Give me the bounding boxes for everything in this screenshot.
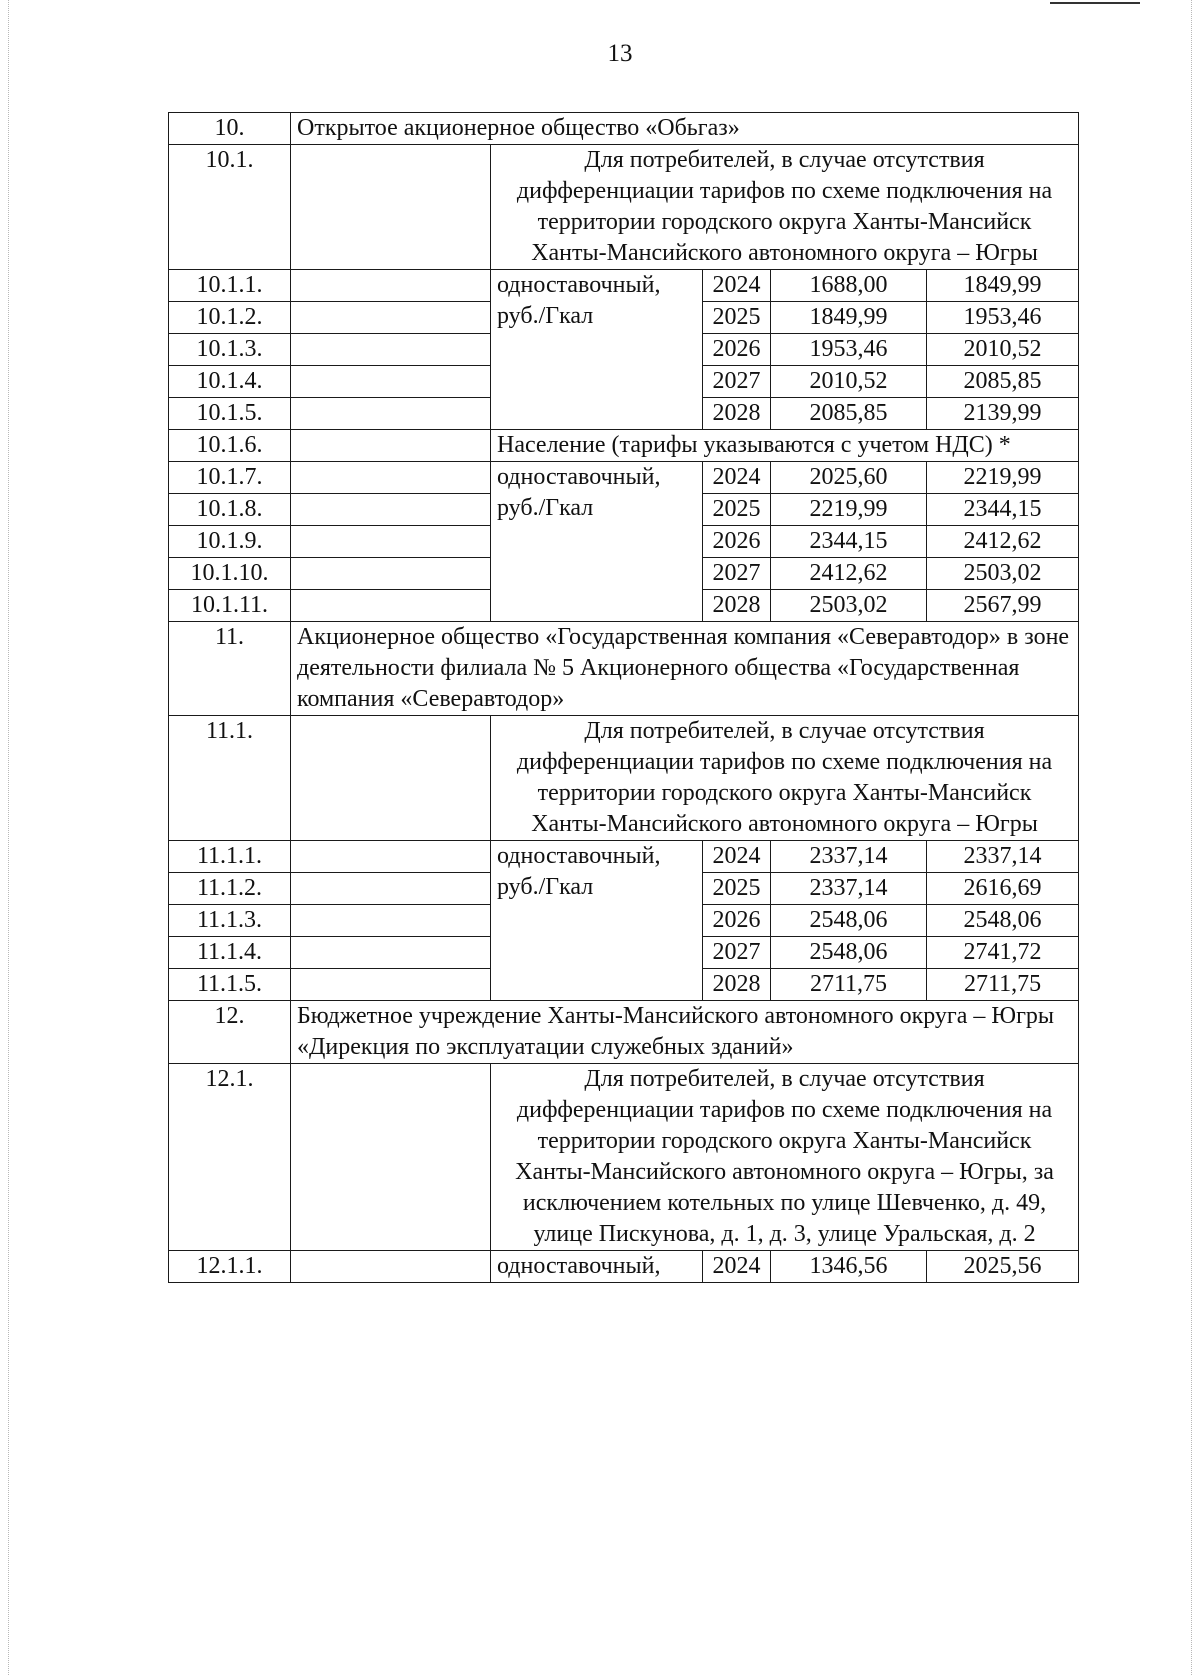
row-value-1: 2412,62 bbox=[771, 558, 927, 590]
group-number: 11.1. bbox=[169, 716, 291, 841]
row-number: 10.1.1. bbox=[169, 270, 291, 302]
org-name: Открытое акционерное общество «Обьгаз» bbox=[291, 113, 1079, 145]
row-value-1: 2337,14 bbox=[771, 841, 927, 873]
group-title: Для потребителей, в случае отсутствия дифференциации тарифов по схеме подключения на территории городского округа Ханты-Мансийск Ханты-Мансийского автономного округа – Югры bbox=[491, 716, 1079, 841]
org-number: 10. bbox=[169, 113, 291, 145]
row-number: 10.1.4. bbox=[169, 366, 291, 398]
group-empty-cell bbox=[291, 430, 491, 462]
group-number: 10.1. bbox=[169, 145, 291, 270]
table-row bbox=[169, 1251, 1079, 1283]
rate-type: одноставочный, руб./Гкал bbox=[491, 462, 703, 622]
rate-type: одноставочный, руб./Гкал bbox=[491, 841, 703, 1001]
page-number: 13 bbox=[607, 40, 633, 67]
row-value-2: 2010,52 bbox=[927, 334, 1079, 366]
row-number: 10.1.7. bbox=[169, 462, 291, 494]
row-value-1: 1953,46 bbox=[771, 334, 927, 366]
row-year: 2026 bbox=[703, 526, 771, 558]
row-value-2: 2025,56 bbox=[927, 1251, 1079, 1283]
row-value-2: 2337,14 bbox=[927, 841, 1079, 873]
org-name: Бюджетное учреждение Ханты-Мансийского автономного округа – Югры «Дирекция по эксплуатации служебных зданий» bbox=[291, 1001, 1079, 1064]
row-number: 11.1.4. bbox=[169, 937, 291, 969]
group-title: Население (тарифы указываются с учетом НДС) * bbox=[491, 430, 1079, 462]
row-year: 2024 bbox=[703, 462, 771, 494]
scan-left-edge bbox=[8, 0, 9, 1675]
row-value-1: 2711,75 bbox=[771, 969, 927, 1001]
row-number: 10.1.8. bbox=[169, 494, 291, 526]
row-empty-cell bbox=[291, 398, 491, 430]
row-empty-cell bbox=[291, 494, 491, 526]
row-value-1: 1849,99 bbox=[771, 302, 927, 334]
row-number: 10.1.3. bbox=[169, 334, 291, 366]
row-number: 11.1.3. bbox=[169, 905, 291, 937]
row-year: 2024 bbox=[703, 841, 771, 873]
row-empty-cell bbox=[291, 334, 491, 366]
row-value-1: 2337,14 bbox=[771, 873, 927, 905]
group-row bbox=[169, 1064, 1079, 1251]
row-number: 10.1.10. bbox=[169, 558, 291, 590]
org-row bbox=[169, 1001, 1079, 1064]
row-empty-cell bbox=[291, 1251, 491, 1283]
corner-rule bbox=[1050, 2, 1140, 4]
group-empty-cell bbox=[291, 1064, 491, 1251]
group-title: Для потребителей, в случае отсутствия дифференциации тарифов по схеме подключения на территории городского округа Ханты-Мансийск Ханты-Мансийского автономного округа – Югры bbox=[491, 145, 1079, 270]
row-year: 2025 bbox=[703, 494, 771, 526]
rate-type: одноставочный, bbox=[491, 1251, 703, 1283]
row-year: 2025 bbox=[703, 302, 771, 334]
rate-type: одноставочный, руб./Гкал bbox=[491, 270, 703, 430]
row-value-2: 2219,99 bbox=[927, 462, 1079, 494]
row-value-2: 2344,15 bbox=[927, 494, 1079, 526]
row-year: 2024 bbox=[703, 270, 771, 302]
group-row bbox=[169, 716, 1079, 841]
row-value-2: 2567,99 bbox=[927, 590, 1079, 622]
row-value-2: 1953,46 bbox=[927, 302, 1079, 334]
row-number: 10.1.2. bbox=[169, 302, 291, 334]
row-value-2: 1849,99 bbox=[927, 270, 1079, 302]
row-empty-cell bbox=[291, 590, 491, 622]
row-value-2: 2711,75 bbox=[927, 969, 1079, 1001]
group-empty-cell bbox=[291, 145, 491, 270]
tariff-table bbox=[168, 112, 1079, 1283]
row-number: 11.1.2. bbox=[169, 873, 291, 905]
row-number: 10.1.9. bbox=[169, 526, 291, 558]
row-value-1: 2548,06 bbox=[771, 937, 927, 969]
table-row bbox=[169, 462, 1079, 494]
group-number: 10.1.6. bbox=[169, 430, 291, 462]
row-year: 2024 bbox=[703, 1251, 771, 1283]
row-number: 11.1.1. bbox=[169, 841, 291, 873]
org-number: 11. bbox=[169, 622, 291, 716]
row-value-1: 2010,52 bbox=[771, 366, 927, 398]
row-value-1: 2219,99 bbox=[771, 494, 927, 526]
row-year: 2027 bbox=[703, 558, 771, 590]
row-value-1: 2548,06 bbox=[771, 905, 927, 937]
row-value-1: 2025,60 bbox=[771, 462, 927, 494]
row-value-1: 2085,85 bbox=[771, 398, 927, 430]
org-row bbox=[169, 622, 1079, 716]
row-year: 2027 bbox=[703, 937, 771, 969]
row-value-2: 2741,72 bbox=[927, 937, 1079, 969]
group-title: Для потребителей, в случае отсутствия дифференциации тарифов по схеме подключения на территории городского округа Ханты-Мансийск Ханты-Мансийского автономного округа – Югры, за исключением котельных по улице Шевченко, д. 49, улице Пискунова, д. 1, д. 3, улице Уральская, д. 2 bbox=[491, 1064, 1079, 1251]
row-number: 10.1.5. bbox=[169, 398, 291, 430]
row-empty-cell bbox=[291, 526, 491, 558]
row-year: 2026 bbox=[703, 905, 771, 937]
row-empty-cell bbox=[291, 873, 491, 905]
row-year: 2028 bbox=[703, 590, 771, 622]
row-empty-cell bbox=[291, 937, 491, 969]
row-empty-cell bbox=[291, 366, 491, 398]
row-year: 2026 bbox=[703, 334, 771, 366]
scan-right-edge bbox=[1191, 0, 1192, 1675]
row-empty-cell bbox=[291, 558, 491, 590]
table-row bbox=[169, 270, 1079, 302]
row-empty-cell bbox=[291, 462, 491, 494]
table-row bbox=[169, 841, 1079, 873]
row-empty-cell bbox=[291, 841, 491, 873]
row-value-2: 2085,85 bbox=[927, 366, 1079, 398]
org-number: 12. bbox=[169, 1001, 291, 1064]
row-empty-cell bbox=[291, 969, 491, 1001]
row-value-1: 2344,15 bbox=[771, 526, 927, 558]
row-value-1: 1346,56 bbox=[771, 1251, 927, 1283]
group-number: 12.1. bbox=[169, 1064, 291, 1251]
row-year: 2027 bbox=[703, 366, 771, 398]
row-value-2: 2139,99 bbox=[927, 398, 1079, 430]
row-value-1: 2503,02 bbox=[771, 590, 927, 622]
row-value-2: 2503,02 bbox=[927, 558, 1079, 590]
group-row bbox=[169, 430, 1079, 462]
row-value-1: 1688,00 bbox=[771, 270, 927, 302]
group-empty-cell bbox=[291, 716, 491, 841]
row-empty-cell bbox=[291, 905, 491, 937]
row-number: 10.1.11. bbox=[169, 590, 291, 622]
row-year: 2025 bbox=[703, 873, 771, 905]
org-row bbox=[169, 113, 1079, 145]
row-value-2: 2616,69 bbox=[927, 873, 1079, 905]
row-number: 12.1.1. bbox=[169, 1251, 291, 1283]
row-year: 2028 bbox=[703, 398, 771, 430]
row-number: 11.1.5. bbox=[169, 969, 291, 1001]
org-name: Акционерное общество «Государственная компания «Северавтодор» в зоне деятельности филиала № 5 Акционерного общества «Государственная компания «Северавтодор» bbox=[291, 622, 1079, 716]
row-year: 2028 bbox=[703, 969, 771, 1001]
group-row bbox=[169, 145, 1079, 270]
row-empty-cell bbox=[291, 270, 491, 302]
row-value-2: 2412,62 bbox=[927, 526, 1079, 558]
row-value-2: 2548,06 bbox=[927, 905, 1079, 937]
row-empty-cell bbox=[291, 302, 491, 334]
